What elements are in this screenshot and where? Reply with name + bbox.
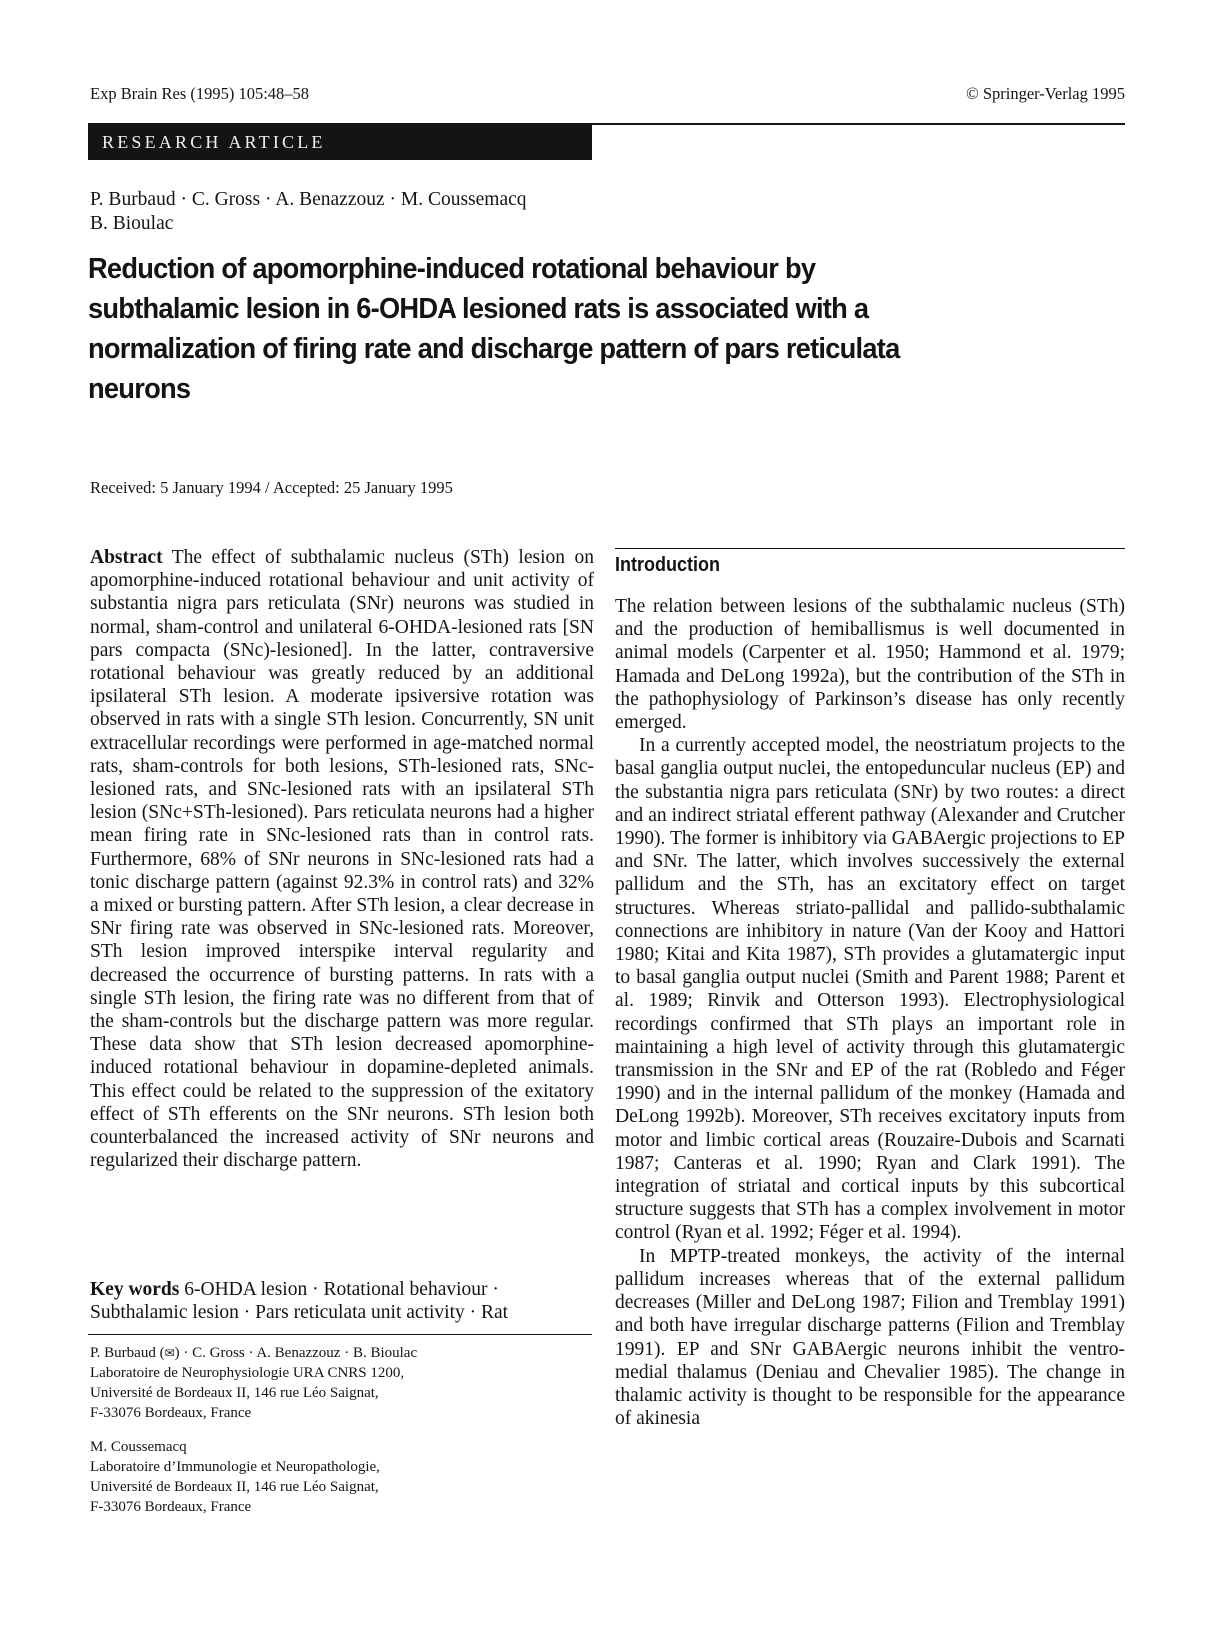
affiliation-line: F-33076 Bordeaux, France — [90, 1405, 252, 1421]
keywords-text: 6-OHDA lesion · Rotational behaviour · Subthalamic lesion · Pars reticulata unit activity · Rat — [90, 1279, 509, 1324]
introduction-paragraph: In MPTP-treated monkeys, the activity of the internal pallidum increases whereas that of the external pallidum decreases (Miller and DeLong 1987; Filion and Tremblay 1991) and both have irregular discharge patterns (Filion and Tremblay 1991). EP and SNr GABAergic neurons inhibit the ventro-medial thalamus (Deniau and Chevalier 1985). The change in thalamic activity is thought to be responsible for the appearance of akinesia — [615, 1245, 1125, 1430]
keywords-section — [90, 1278, 594, 1324]
affiliation-block-2 — [90, 1437, 594, 1517]
affiliation-rule — [88, 1334, 592, 1335]
affiliation-line: M. Coussemacq — [90, 1439, 187, 1455]
affiliation-line: Laboratoire de Neurophysiologie URA CNRS 1200, — [90, 1365, 405, 1381]
introduction-body — [615, 595, 1125, 1430]
journal-reference: Exp Brain Res (1995) 105:48–58 — [90, 84, 310, 103]
section-banner: RESEARCH ARTICLE — [88, 125, 592, 160]
affiliation-authors — [90, 1343, 594, 1363]
affiliation-line: Université de Bordeaux II, 146 rue Léo Saignat, — [90, 1385, 379, 1401]
introduction-paragraph: The relation between lesions of the subthalamic nucleus (STh) and the production of hemiballismus is well documented in animal models (Carpenter et al. 1950; Hammond et al. 1979; Hamada and DeLong 1992a), but the contribution of the STh in the pathophysiology of Parkinson’s disease has only recently emerged. — [615, 596, 1125, 734]
author-line: P. Burbaud · C. Gross · A. Benazzouz · M. Coussemacq — [90, 189, 527, 210]
copyright-notice: © Springer-Verlag 1995 — [966, 84, 1125, 103]
affiliation-text: P. Burbaud ( — [90, 1345, 165, 1361]
affiliation-line: F-33076 Bordeaux, France — [90, 1499, 252, 1515]
affiliation-text: ) · C. Gross · A. Benazzouz · B. Bioulac — [174, 1345, 418, 1361]
abstract-label: Abstract — [90, 547, 163, 568]
article-title: Reduction of apomorphine-induced rotational behaviour by subthalamic lesion in 6-OHDA lesioned rats is associated with a normalization of firing rate and discharge pattern of pars reticulata neurons — [88, 253, 900, 405]
affiliation-block-1 — [90, 1343, 594, 1423]
envelope-icon: ✉ — [164, 1346, 175, 1360]
affiliation-line: Université de Bordeaux II, 146 rue Léo Saignat, — [90, 1479, 379, 1495]
introduction-heading: Introduction — [615, 554, 720, 576]
introduction-rule — [615, 548, 1125, 549]
affiliation-line: Laboratoire d’Immunologie et Neuropathologie, — [90, 1459, 380, 1475]
abstract-section — [90, 546, 594, 1172]
introduction-paragraph: In a currently accepted model, the neostriatum projects to the basal ganglia output nuclei, the entopeduncular nucleus (EP) and the substantia nigra pars reticulata (SNr) by two routes: a direct and an indirect striatal efferent pathway (Alexander and Crutcher 1990). The former is inhibitory via GABAergic projections to EP and SNr. The latter, which involves successively the external pallidum and the STh, has an excitatory effect on target structures. Whereas striato-pallidal and pallido-subthalamic connections are inhibitory in nature (Van der Kooy and Hattori 1980; Kitai and Kita 1987), STh provides a glutamatergic input to basal ganglia output nuclei (Smith and Parent 1988; Parent et al. 1989; Rinvik and Otterson 1993). Electrophysiological recordings confirmed that STh plays an important role in maintaining a high level of activity through this glutamatergic transmission in the SNr and EP of the rat (Robledo and Féger 1990) and in the internal pallidum of the monkey (Hamada and DeLong 1992b). Moreover, STh receives excitatory inputs from motor and limbic cortical areas (Rouzaire-Dubois and Scarnati 1987; Canteras et al. 1990; Ryan and Clark 1991). The integration of striatal and cortical inputs by this subcortical structure suggests that STh has a complex involvement in motor control (Ryan et al. 1992; Féger et al. 1994). — [615, 735, 1125, 1244]
author-list — [90, 188, 790, 236]
received-accepted-dates: Received: 5 January 1994 / Accepted: 25 January 1995 — [90, 478, 453, 497]
keywords-label: Key words — [90, 1279, 180, 1300]
author-line: B. Bioulac — [90, 213, 174, 234]
abstract-text: The effect of subthalamic nucleus (STh) lesion on apomorphine-induced rotational behaviour and unit activity of substantia nigra pars reticulata (SNr) neurons was studied in normal, sham-control and unilateral 6-OHDA-lesioned rats [SN pars compacta (SNc)-lesioned]. In the latter, contraversive rotational behaviour was greatly reduced by an additional ipsilateral STh lesion. A moderate ipsiversive rotation was observed in rats with a single STh lesion. Concurrently, SN unit extracellular recordings were performed in age-matched normal rats, sham-controls for both lesions, STh-lesioned rats, SNc-lesioned rats, and SNc-lesioned rats with an ipsilateral STh lesion (SNc+STh-lesioned). Pars reticulata neurons had a higher mean firing rate in SNc-lesioned rats than in control rats. Furthermore, 68% of SNr neurons in SNc-lesioned rats had a tonic discharge pattern (against 92.3% in control rats) and 32% a mixed or bursting pattern. After STh lesion, a clear decrease in SNr firing rate was observed in SNc-lesioned rats. Moreover, STh lesion improved interspike interval regularity and decreased the occurrence of bursting patterns. In rats with a single STh lesion, the firing rate was no different from that of the sham-controls but the discharge pattern was more regular. These data show that STh lesion decreased apomorphine-induced rotational behaviour in dopamine-depleted animals. This effect could be related to the suppression of the exitatory effect of STh efferents on the SNr neurons. STh lesion both counterbalanced the increased activity of SNr neurons and regularized their discharge pattern. — [90, 547, 594, 1172]
